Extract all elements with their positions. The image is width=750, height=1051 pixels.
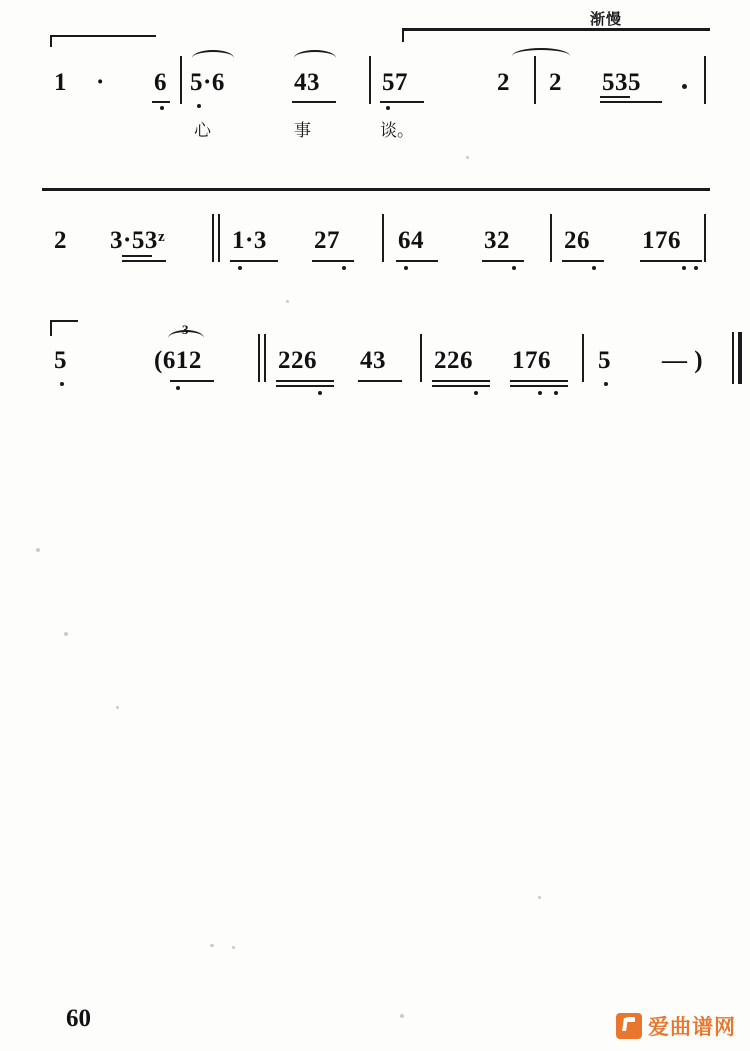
slur [192, 50, 234, 66]
beam [358, 380, 402, 382]
final-barline [732, 332, 734, 384]
scan-speck [64, 632, 68, 636]
note-group: 43 [360, 347, 386, 374]
barline [550, 214, 552, 262]
lyric: 事 [294, 121, 311, 141]
beam [152, 101, 170, 103]
beam [122, 260, 166, 262]
note-group: 32 [484, 227, 510, 254]
barline [582, 334, 584, 382]
note-group: 27 [314, 227, 340, 254]
note-group: 5 [54, 347, 67, 374]
note-group: 535 [602, 69, 641, 96]
scan-speck [36, 548, 40, 552]
beam [170, 380, 214, 382]
phrase-hook-left [50, 35, 156, 47]
beam [432, 385, 490, 387]
note-group: 6 [154, 69, 167, 96]
beam [380, 101, 424, 103]
note-group: · [96, 69, 105, 96]
note-group: 3·53ᶻ [110, 227, 166, 254]
octave-dot-low [682, 266, 686, 270]
octave-dot-low [694, 266, 698, 270]
note-group: 2 [497, 69, 510, 96]
note-group: 64 [398, 227, 424, 254]
scan-speck [400, 1014, 404, 1018]
barline [704, 56, 706, 104]
barline [180, 56, 182, 104]
scan-speck [232, 946, 235, 949]
note-group: 5·6 [190, 69, 225, 96]
octave-dot-low [318, 391, 322, 395]
barline [420, 334, 422, 382]
octave-dot-low [512, 266, 516, 270]
beam [432, 380, 490, 382]
note-group: 5 [598, 347, 611, 374]
note-group: (612 [154, 347, 202, 374]
barline [704, 214, 706, 262]
barline [382, 214, 384, 262]
note-group: — ) [662, 347, 704, 374]
beam [510, 380, 568, 382]
octave-dot-low [160, 106, 164, 110]
octave-dot-low [554, 391, 558, 395]
scan-speck [116, 706, 119, 709]
scan-speck [466, 156, 469, 159]
scan-speck [210, 944, 214, 947]
beam [510, 385, 568, 387]
triplet-label: 3 [182, 322, 189, 337]
octave-dot-low [604, 382, 608, 386]
beam [292, 101, 336, 103]
lyric: 心 [194, 121, 211, 141]
lyric: 谈。 [380, 121, 414, 141]
beam [276, 385, 334, 387]
system-top-rule-tick [402, 28, 404, 42]
beam [230, 260, 278, 262]
note-group: 2 [549, 69, 562, 96]
system-bottom-rule [42, 188, 710, 191]
note-group: 1·3 [232, 227, 267, 254]
octave-dot-low [592, 266, 596, 270]
phrase-hook-left [50, 320, 78, 336]
barline [264, 334, 266, 382]
barline [212, 214, 214, 262]
beam [312, 260, 354, 262]
octave-dot-low [60, 382, 64, 386]
octave-dot-low [197, 104, 201, 108]
music-note-logo-icon [616, 1013, 642, 1039]
octave-dot-low [386, 106, 390, 110]
final-barline-thick [738, 332, 742, 384]
beam [562, 260, 604, 262]
slur [294, 50, 336, 66]
octave-dot-low [474, 391, 478, 395]
note-group: 176 [512, 347, 551, 374]
beam [122, 255, 152, 257]
tempo-marking: 渐慢 [590, 10, 623, 28]
watermark-text: 爱曲谱网 [648, 1015, 736, 1039]
scan-speck [286, 300, 289, 303]
note-group: 226 [278, 347, 317, 374]
note-group: 1 [54, 69, 67, 96]
octave-dot-low [404, 266, 408, 270]
system-top-rule [402, 28, 710, 31]
scan-speck [538, 896, 541, 899]
octave-dot-low [176, 386, 180, 390]
beam [640, 260, 702, 262]
octave-dot-low [538, 391, 542, 395]
site-watermark [616, 1011, 736, 1041]
note-group: 2 [54, 227, 67, 254]
barline [218, 214, 220, 262]
note-group: 26 [564, 227, 590, 254]
slur [512, 48, 570, 64]
barline [258, 334, 260, 382]
beam [600, 96, 630, 98]
beam [276, 380, 334, 382]
beam [482, 260, 524, 262]
barline [369, 56, 371, 104]
note-group: 176 [642, 227, 681, 254]
augmentation-dot [682, 84, 687, 89]
octave-dot-low [342, 266, 346, 270]
beam [600, 101, 662, 103]
beam [396, 260, 438, 262]
page-number: 60 [66, 1005, 91, 1032]
note-group: 226 [434, 347, 473, 374]
note-group: 43 [294, 69, 320, 96]
note-group: 57 [382, 69, 408, 96]
octave-dot-low [238, 266, 242, 270]
